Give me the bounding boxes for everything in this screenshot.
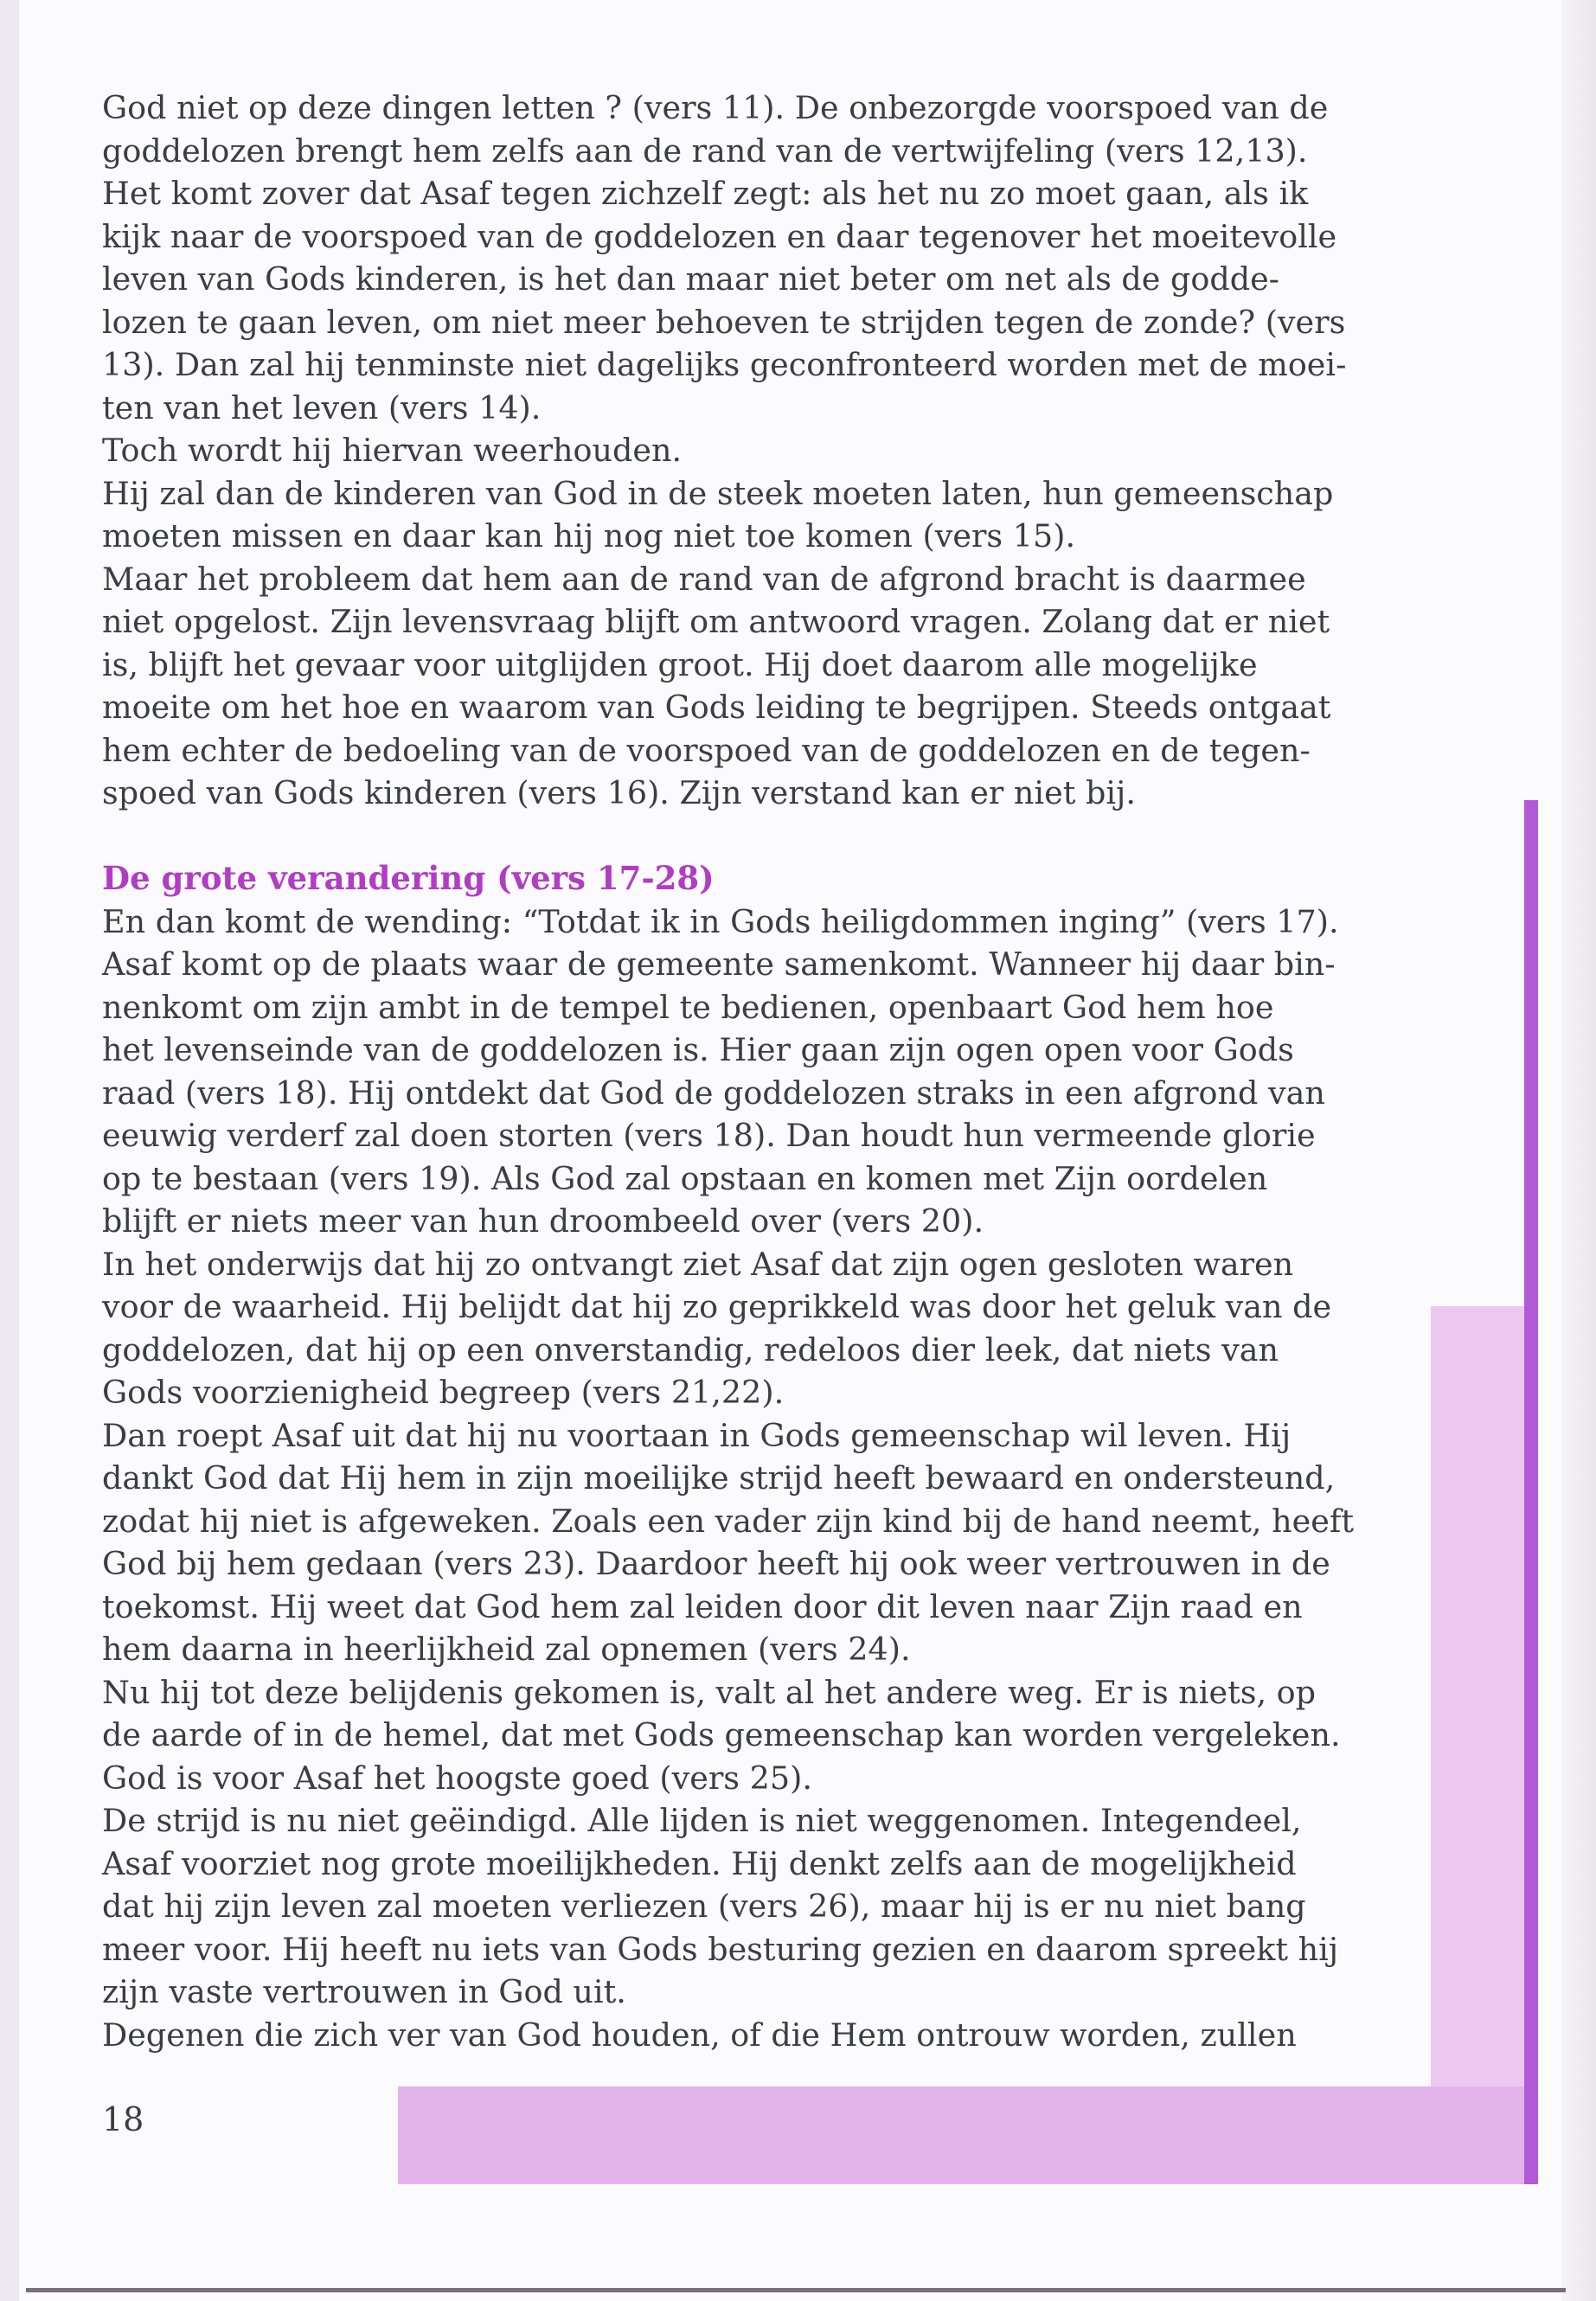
body-text	[102, 87, 1417, 2056]
text-line: meer voor. Hij heeft nu iets van Gods besturing gezien en daarom spreekt hij	[102, 1930, 1339, 1968]
right-scan-edge	[1561, 0, 1596, 2301]
text-line: het levenseinde van de goddelozen is. Hier gaan zijn ogen open voor Gods	[102, 1031, 1294, 1068]
text-line: kijk naar de voorspoed van de goddelozen en daar tegenover het moeitevolle	[102, 217, 1337, 255]
text-line: ten van het leven (vers 14).	[102, 388, 542, 426]
text-line: Asaf komt op de plaats waar de gemeente samenkomt. Wanneer hij daar bin-	[102, 945, 1336, 983]
paragraph-group-2	[102, 901, 1417, 2057]
text-line: hem echter de bedoeling van de voorspoed van de goddelozen en de tegen-	[102, 731, 1311, 769]
paragraph-gap	[102, 815, 1417, 858]
text-line: zodat hij niet is afgeweken. Zoals een vader zijn kind bij de hand neemt, heeft	[102, 1502, 1355, 1540]
text-line: toekomst. Hij weet dat God hem zal leiden door dit leven naar Zijn raad en	[102, 1587, 1303, 1625]
page-number: 18	[102, 2100, 144, 2138]
text-line: eeuwig verderf zal doen storten (vers 18). Dan houdt hun vermeende glorie	[102, 1117, 1316, 1154]
text-line: Het komt zover dat Asaf tegen zichzelf zegt: als het nu zo moet gaan, als ik	[102, 175, 1309, 212]
text-line: Hij zal dan de kinderen van God in de steek moeten laten, hun gemeenschap	[102, 474, 1334, 512]
text-line: nenkomt om zijn ambt in de tempel te bedienen, openbaart God hem hoe	[102, 988, 1274, 1026]
text-line: God is voor Asaf het hoogste goed (vers 25).	[102, 1759, 812, 1797]
text-line: Dan roept Asaf uit dat hij nu voortaan in Gods gemeenschap wil leven. Hij	[102, 1416, 1292, 1454]
text-line: niet opgelost. Zijn levensvraag blijft om antwoord vragen. Zolang dat er niet	[102, 603, 1330, 640]
text-line: voor de waarheid. Hij belijdt dat hij zo geprikkeld was door het geluk van de	[102, 1288, 1332, 1325]
text-line: God niet op deze dingen letten ? (vers 11). De onbezorgde voorspoed van de	[102, 89, 1329, 126]
text-line: spoed van Gods kinderen (vers 16). Zijn verstand kan er niet bij.	[102, 774, 1136, 811]
text-line: Toch wordt hij hiervan weerhouden.	[102, 432, 683, 469]
text-line: op te bestaan (vers 19). Als God zal opstaan en komen met Zijn oordelen	[102, 1159, 1268, 1197]
text-line: Nu hij tot deze belijdenis gekomen is, valt al het andere weg. Er is niets, op	[102, 1673, 1317, 1711]
left-scan-margin	[0, 0, 19, 2301]
text-line: zijn vaste vertrouwen in God uit.	[102, 1973, 626, 2010]
text-line: lozen te gaan leven, om niet meer behoeven te strijden tegen de zonde? (vers	[102, 303, 1346, 341]
text-line: Degenen die zich ver van God houden, of die Hem ontrouw worden, zullen	[102, 2016, 1297, 2054]
text-line: moeten missen en daar kan hij nog niet toe komen (vers 15).	[102, 517, 1076, 554]
text-line: dat hij zijn leven zal moeten verliezen (vers 26), maar hij is er nu niet bang	[102, 1888, 1306, 1925]
section-heading: De grote verandering (vers 17-28)	[102, 859, 715, 897]
text-line: De strijd is nu niet geëindigd. Alle lijden is niet weggenomen. Integendeel,	[102, 1802, 1302, 1839]
text-line: moeite om het hoe en waarom van Gods leiding te begrijpen. Steeds ontgaat	[102, 689, 1331, 726]
text-line: blijft er niets meer van hun droombeeld over (vers 20).	[102, 1202, 984, 1240]
decorative-purple-bar	[1524, 800, 1538, 2184]
text-line: goddelozen brengt hem zelfs aan de rand van de vertwijfeling (vers 12,13).	[102, 131, 1308, 170]
decorative-pink-side-block	[1431, 1306, 1538, 2184]
text-line: In het onderwijs dat hij zo ontvangt ziet Asaf dat zijn ogen gesloten waren	[102, 1245, 1294, 1283]
text-line: Gods voorzienigheid begreep (vers 21,22).	[102, 1374, 785, 1411]
paragraph-group-1	[102, 87, 1417, 815]
text-line: En dan komt de wending: “Totdat ik in Gods heiligdommen inging” (vers 17).	[102, 902, 1339, 940]
text-line: de aarde of in de hemel, dat met Gods gemeenschap kan worden vergeleken.	[102, 1716, 1341, 1753]
text-line: is, blijft het gevaar voor uitglijden groot. Hij doet daarom alle mogelijke	[102, 645, 1258, 683]
text-line: Asaf voorziet nog grote moeilijkheden. Hij denkt zelfs aan de mogelijkheid	[102, 1844, 1297, 1882]
bottom-scan-edge	[26, 2288, 1566, 2292]
text-line: goddelozen, dat hij op een onverstandig, redeloos dier leek, dat niets van	[102, 1330, 1279, 1368]
text-line: hem daarna in heerlijkheid zal opnemen (vers 24).	[102, 1631, 911, 1668]
text-line: Maar het probleem dat hem aan de rand van de afgrond bracht is daarmee	[102, 560, 1306, 598]
text-line: raad (vers 18). Hij ontdekt dat God de goddelozen straks in een afgrond van	[102, 1074, 1325, 1112]
text-line: leven van Gods kinderen, is het dan maar niet beter om net als de godde-	[102, 260, 1279, 298]
text-line: dankt God dat Hij hem in zijn moeilijke strijd heeft bewaard en ondersteund,	[102, 1459, 1336, 1497]
text-line: 13). Dan zal hij tenminste niet dagelijks geconfronteerd worden met de moei-	[102, 346, 1347, 383]
text-line: God bij hem gedaan (vers 23). Daardoor heeft hij ook weer vertrouwen in de	[102, 1545, 1330, 1582]
decorative-pink-bottom-block	[398, 2086, 1538, 2184]
